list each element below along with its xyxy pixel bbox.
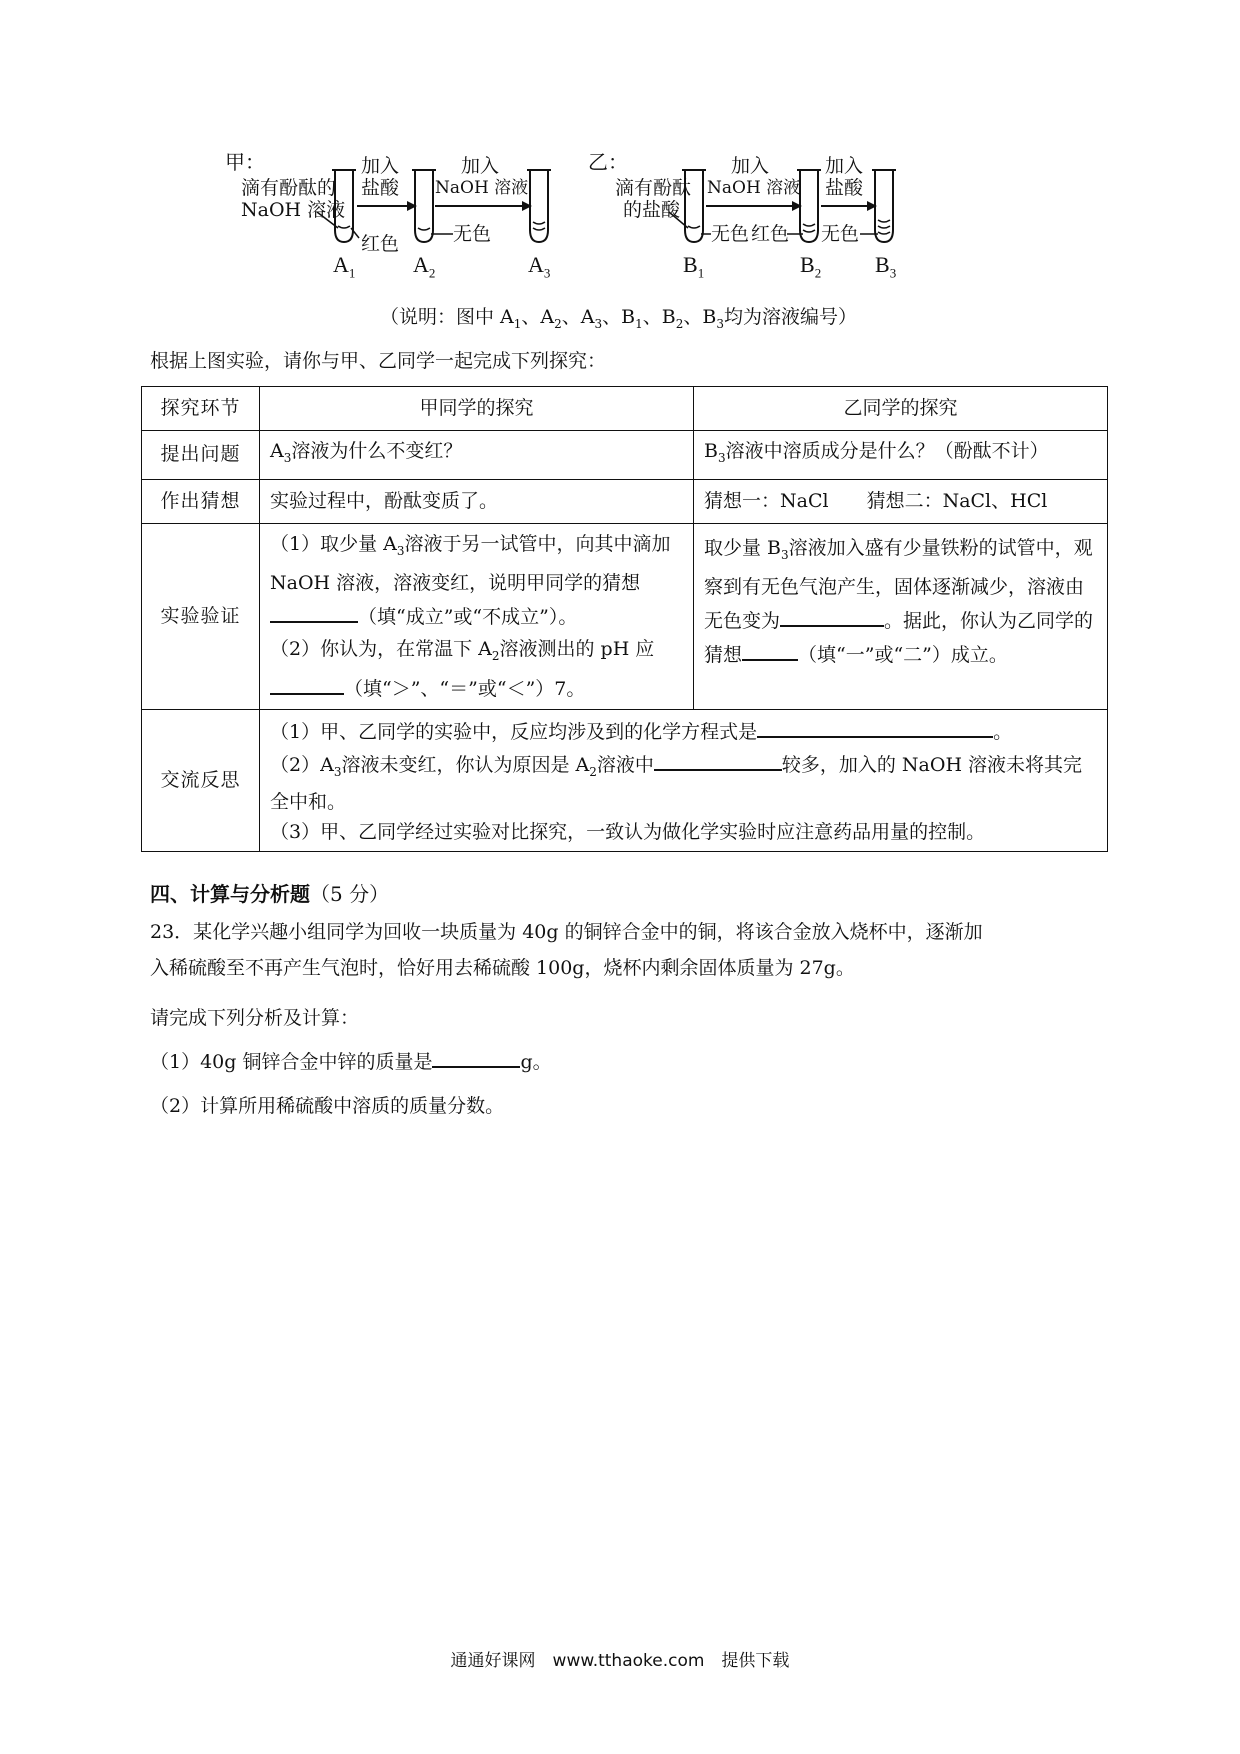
jia-hypothesis: 实验过程中，酚酞变质了。 xyxy=(260,479,694,523)
stage-hypothesis: 作出猜想 xyxy=(142,479,260,523)
sub-question-2: （2）计算所用稀硫酸中溶质的质量分数。 xyxy=(150,1095,505,1117)
tube-label-b1: $B_1$ xyxy=(683,252,705,281)
tube-label-a2: $A_2$ xyxy=(413,252,436,281)
yi-add2-line1: 加入 xyxy=(824,155,863,177)
tube-label-b3: $B_3$ xyxy=(875,252,897,281)
inquiry-table xyxy=(141,386,1108,852)
section-title: 四、计算与分析题（5 分） xyxy=(150,882,390,906)
tube-label-a1: $A_1$ xyxy=(333,252,356,281)
tube-label-a3: $A_3$ xyxy=(528,252,551,281)
answer-blank-yi-2[interactable] xyxy=(742,637,798,661)
answer-blank-jia-1[interactable] xyxy=(270,599,358,623)
jia-color-colorless: 无色 xyxy=(453,223,492,245)
yi-start-label-1: 滴有酚酞 xyxy=(615,177,692,199)
table-row xyxy=(142,431,1108,480)
answer-blank-zinc-mass[interactable] xyxy=(432,1044,520,1068)
jia-add2-line1: 加入 xyxy=(460,155,499,177)
yi-hypothesis: 猜想一：NaCl 猜想二：NaCl、HCl xyxy=(694,479,1108,523)
answer-blank-yi-1[interactable] xyxy=(780,603,884,627)
page-footer: 通通好课网 www.tthaoke.com 提供下载 xyxy=(450,1651,790,1671)
jia-add1-line1: 加入 xyxy=(360,155,399,177)
instruction-text: 请完成下列分析及计算： xyxy=(150,1007,360,1029)
jia-add1-line2: 盐酸 xyxy=(360,177,399,199)
stage-reflect: 交流反思 xyxy=(142,710,260,852)
jia-start-label-2: NaOH 溶液 xyxy=(241,199,346,221)
table-row xyxy=(142,710,1108,852)
yi-color-red: 红色 xyxy=(751,223,790,245)
yi-question: $B_3$溶液中溶质成分是什么？（酚酞不计） xyxy=(694,431,1108,480)
jia-start-label-1: 滴有酚酞的 xyxy=(241,177,337,199)
jia-color-red: 红色 xyxy=(361,233,400,255)
answer-blank-reason[interactable] xyxy=(654,747,782,771)
stage-verify: 实验验证 xyxy=(142,523,260,710)
answer-blank-equation[interactable] xyxy=(757,714,993,738)
intro-text: 根据上图实验，请你与甲、乙同学一起完成下列探究： xyxy=(150,350,607,372)
reflect-content: （1）甲、乙同学的实验中，反应均涉及到的化学方程式是 。 $(2)A_3$溶液未变红，你认为原因是 $A_2$溶液中 较多，加入的 NaOH 溶液未将其完全中和。 （3）甲、乙同学经过实验对比探究，一致认为做化学实验时应注意药品用量的控制。 xyxy=(260,710,1108,852)
answer-blank-jia-2[interactable] xyxy=(270,671,344,695)
table-row xyxy=(142,523,1108,710)
yi-add1-line1: 加入 xyxy=(730,155,769,177)
header-jia: 甲同学的探究 xyxy=(260,387,694,431)
sub-question-1: （1）40g 铜锌合金中锌的质量是 g。 xyxy=(150,1044,1108,1080)
header-yi: 乙同学的探究 xyxy=(694,387,1108,431)
tube-label-b2: $B_2$ xyxy=(800,252,822,281)
jia-add2-line2: NaOH 溶液 xyxy=(435,178,529,198)
table-row xyxy=(142,479,1108,523)
group-jia-label: 甲： xyxy=(225,150,265,174)
question-23: 23．某化学兴趣小组同学为回收一块质量为 40g 的铜锌合金中的铜，将该合金放入烧杯中，逐渐加 入稀硫酸至不再产生气泡时，恰好用去稀硫酸 100g，烧杯内剩余固体质量为 27g。 xyxy=(150,921,983,979)
header-stage: 探究环节 xyxy=(142,387,260,431)
jia-question: $A_3$溶液为什么不变红？ xyxy=(260,431,694,480)
yi-color-colorless-1: 无色 xyxy=(711,223,750,245)
jia-verify: （1）取少量 $A_3$溶液于另一试管中，向其中滴加 NaOH 溶液，溶液变红，说明甲同学的猜想（填“成立”或“不成立”）。 （2）你认为，在常温下 $A_2$溶液测出的 pH 应（填“＞”、“＝”或“＜”）7。 xyxy=(260,523,694,710)
table-row xyxy=(142,387,1108,431)
yi-add2-line2: 盐酸 xyxy=(824,177,863,199)
yi-start-label-2: 的盐酸 xyxy=(623,199,681,221)
yi-verify: 取少量 $B_3$溶液加入盛有少量铁粉的试管中，观察到有无色气泡产生，固体逐渐减少，溶液由无色变为 。据此，你认为乙同学的猜想 （填“一”或“二”）成立。 xyxy=(694,523,1108,710)
group-yi-label: 乙： xyxy=(588,150,628,174)
experiment-diagram xyxy=(225,148,1035,296)
stage-question: 提出问题 xyxy=(142,431,260,480)
diagram-note: （说明：图中 $A_1$、$A_2$、$A_3$、$B_1$、$B_2$、$B_3$均为溶液编号） xyxy=(380,306,857,331)
yi-color-colorless-2: 无色 xyxy=(821,223,860,245)
yi-add1-line2: NaOH 溶液 xyxy=(707,178,801,198)
